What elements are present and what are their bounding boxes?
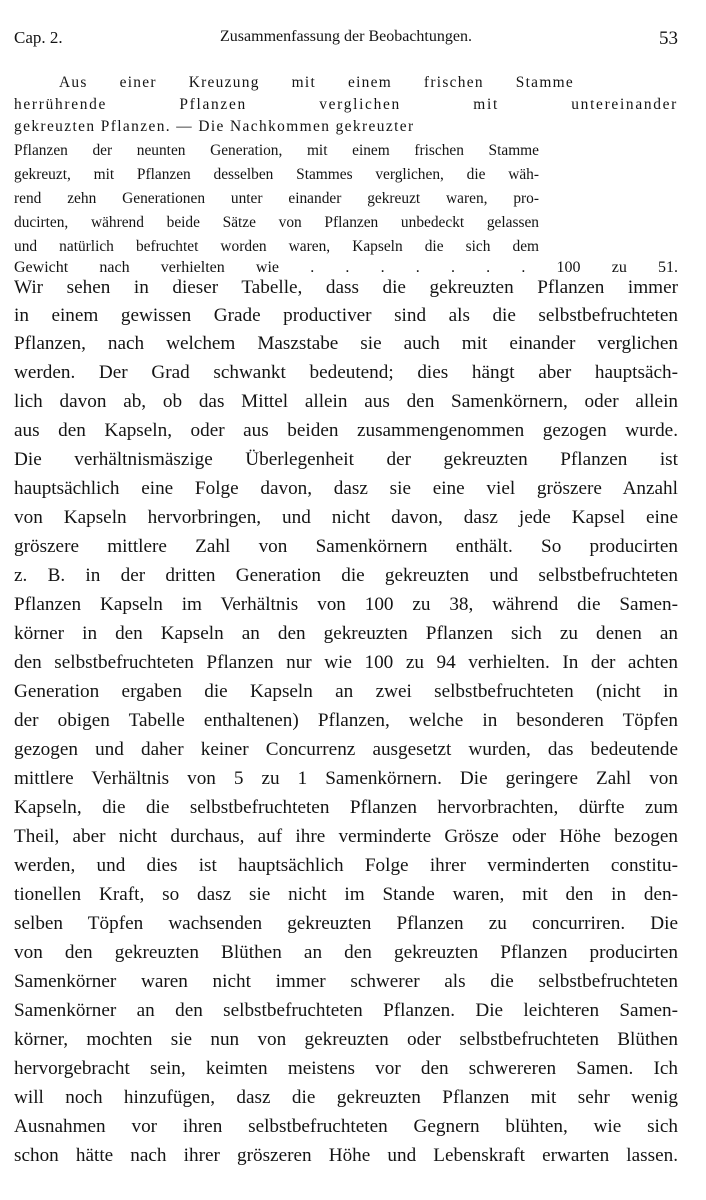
body-line: will noch hinzufügen, dasz die gekreuzten Pflanzen mit sehr wenig <box>14 1087 678 1108</box>
body-line: Kapseln, die die selbstbefruchteten Pflanzen hervorbrachten, dürfte zum <box>14 797 678 818</box>
body-line: lich davon ab, ob das Mittel allein aus den Samenkörnern, oder allein <box>14 391 678 412</box>
body-line: Ausnahmen vor ihren selbstbefruchteten Gegnern blühten, wie sich <box>14 1116 678 1137</box>
body-line: Theil, aber nicht durchaus, auf ihre verminderte Grösze oder Höhe bezogen <box>14 826 678 847</box>
page-header <box>14 28 678 54</box>
table-note-line: herrührende Pflanzen verglichen mit untereinander <box>14 96 678 113</box>
body-line: Die verhältnismäszige Überlegenheit der gekreuzten Pflanzen ist <box>14 449 678 470</box>
body-line: Samenkörner waren nicht immer schwerer als die selbstbefruchteten <box>14 971 678 992</box>
body-line: schon hätte nach ihrer gröszeren Höhe und Lebenskraft erwarten lassen. <box>14 1145 678 1166</box>
body-line: in einem gewissen Grade productiver sind als die selbstbefruchteten <box>14 305 678 326</box>
body-line: Wir sehen in dieser Tabelle, dass die gekreuzten Pflanzen immer <box>14 277 678 298</box>
body-line: selben Töpfen wachsenden gekreuzten Pflanzen zu concurriren. Die <box>14 913 678 934</box>
body-line: tionellen Kraft, so dasz sie nicht im Stande waren, mit den in den- <box>14 884 678 905</box>
body-line: aus den Kapseln, oder aus beiden zusammengenommen gezogen wurde. <box>14 420 678 441</box>
table-note-line: und natürlich befruchtet worden waren, Kapseln die sich dem <box>14 238 539 255</box>
body-line: Samenkörner an den selbstbefruchteten Pflanzen. Die leichteren Samen- <box>14 1000 678 1021</box>
page-number: 53 <box>659 28 678 49</box>
body-line: körner, mochten sie nun von gekreuzten oder selbstbefruchteten Blüthen <box>14 1029 678 1050</box>
running-title: Zusammenfassung der Beobachtungen. <box>220 28 472 45</box>
body-line: gröszere mittlere Zahl von Samenkörnern enthält. So producirten <box>14 536 678 557</box>
body-line: der obigen Tabelle enthaltenen) Pflanzen, welche in besonderen Töpfen <box>14 710 678 731</box>
body-line: werden, und dies ist hauptsächlich Folge ihrer verminderten constitu- <box>14 855 678 876</box>
table-note-line: gekreuzten Pflanzen. — Die Nachkommen gekreuzter <box>14 118 415 135</box>
body-line: Pflanzen Kapseln im Verhältnis von 100 zu 38, während die Samen- <box>14 594 678 615</box>
body-line: werden. Der Grad schwankt bedeutend; dies hängt aber hauptsäch- <box>14 362 678 383</box>
table-note-line: ducirten, während beide Sätze von Pflanzen unbedeckt gelassen <box>14 214 539 231</box>
table-note-line: Pflanzen der neunten Generation, mit einem frischen Stamme <box>14 142 539 159</box>
body-line: den selbstbefruchteten Pflanzen nur wie 100 zu 94 verhielten. In der achten <box>14 652 678 673</box>
chapter-label: Cap. 2. <box>14 28 63 47</box>
body-line: von den gekreuzten Blüthen an den gekreuzten Pflanzen producirten <box>14 942 678 963</box>
body-line: körner in den Kapseln an den gekreuzten Pflanzen sich zu denen an <box>14 623 678 644</box>
body-line: Generation ergaben die Kapseln an zwei selbstbefruchteten (nicht in <box>14 681 678 702</box>
body-line: hauptsächlich eine Folge davon, dasz sie eine viel gröszere Anzahl <box>14 478 678 499</box>
body-line: von Kapseln hervorbringen, und nicht davon, dasz jede Kapsel eine <box>14 507 678 528</box>
table-note-line: Gewicht nach verhielten wie . . . . . . . 100 zu 51. <box>14 259 678 276</box>
table-note-line: rend zehn Generationen unter einander gekreuzt waren, pro- <box>14 190 539 207</box>
body-line: Pflanzen, nach welchem Maszstabe sie auch mit einander verglichen <box>14 333 678 354</box>
body-line: gezogen und daher keiner Concurrenz ausgesetzt wurden, das bedeutende <box>14 739 678 760</box>
body-line: z. B. in der dritten Generation die gekreuzten und selbstbefruchteten <box>14 565 678 586</box>
body-line: mittlere Verhältnis von 5 zu 1 Samenkörnern. Die geringere Zahl von <box>14 768 678 789</box>
body-line: hervorgebracht sein, keimten meistens vor den schwereren Samen. Ich <box>14 1058 678 1079</box>
table-note-line: gekreuzt, mit Pflanzen desselben Stammes verglichen, die wäh- <box>14 166 539 183</box>
table-note-line: Aus einer Kreuzung mit einem frischen Stamme <box>59 74 574 91</box>
